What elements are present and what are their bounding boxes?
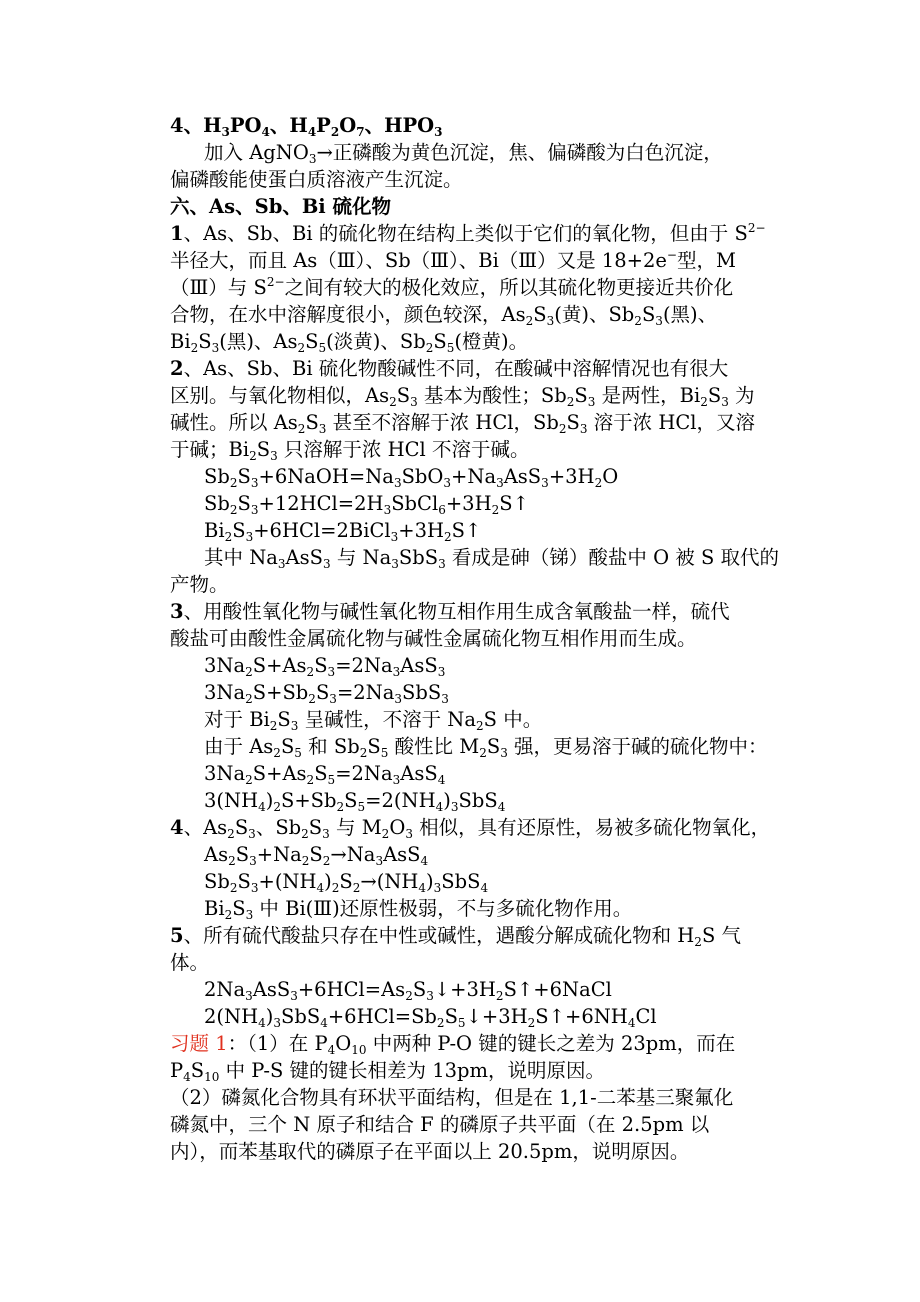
text-line: $Bi_2S_3$ 中 Bi(Ⅲ)还原性极弱，不与多硫化物作用。 bbox=[204, 897, 633, 922]
text-line: 区别。与氧化物相似，$As_2S_3$ 基本为酸性；$Sb_2S_3$ 是两性，$Bi_2S_3$ 为 bbox=[170, 384, 755, 409]
text-line: 1、As、Sb、Bi 的硫化物在结构上类似于它们的氧化物，但由于 $S^{2-}$ bbox=[170, 221, 766, 245]
text-line: $3Na_2S+Sb_2S_3=2Na_3SbS_3$ bbox=[204, 681, 449, 706]
text-line: 对于 $Bi_2S_3$ 呈碱性，不溶于 $Na_2S$ 中。 bbox=[204, 708, 543, 733]
text-line: $P_4S_{10}$ 中 P-S 键的键长相差为 13pm，说明原因。 bbox=[170, 1059, 605, 1084]
text-line: 其中 $Na_3AsS_3$ 与 $Na_3SbS_3$ 看成是砷（锑）酸盐中 O 被 S 取代的 bbox=[204, 546, 780, 571]
text-line: $Sb_2S_3+6NaOH=Na_3SbO_3+Na_3AsS_3+3H_2O$ bbox=[204, 465, 619, 490]
text-line: 4、$H_3PO_4$、$H_4P_2O_7$、$HPO_3$ bbox=[170, 114, 443, 139]
text-line: $Bi_2S_3+6HCl=2BiCl_3+3H_2S↑$ bbox=[204, 519, 482, 544]
text-line: $2(NH_4)_3SbS_4+6HCl=Sb_2S_5↓+3H_2S↑+6NH_4Cl$ bbox=[204, 1005, 657, 1030]
text-line: $3(NH_4)_2S+Sb_2S_5=2(NH_4)_3SbS_4$ bbox=[204, 789, 506, 814]
text-line: 偏磷酸能使蛋白质溶液产生沉淀。 bbox=[170, 168, 463, 191]
text-line: 合物，在水中溶解度很小，颜色较深，$As_2S_3$(黄)、$Sb_2S_3$(黑)、 bbox=[170, 303, 718, 328]
text-line: 于碱；$Bi_2S_3$ 只溶解于浓 HCl 不溶于碱。 bbox=[170, 438, 530, 463]
text-line: 4、$As_2S_3$、$Sb_2S_3$ 与 $M_2O_3$ 相似，具有还原性，易被多硫化物氧化， bbox=[170, 816, 771, 841]
text-line: 产物。 bbox=[170, 573, 229, 596]
text-line: 磷氮中，三个 N 原子和结合 F 的磷原子共平面（在 2.5pm 以 bbox=[170, 1113, 710, 1136]
document-page bbox=[170, 112, 790, 1165]
text-line: $Sb_2S_3+12HCl=2H_3SbCl_6+3H_2S↑$ bbox=[204, 492, 529, 517]
text-line: 半径大，而且 As（Ⅲ）、Sb（Ⅲ）、Bi（Ⅲ）又是 18+2e−型，M bbox=[170, 248, 736, 272]
text-line: （Ⅲ）与 $S^{2-}$之间有较大的极化效应，所以其硫化物更接近共价化 bbox=[170, 275, 734, 299]
text-line: 体。 bbox=[170, 951, 210, 974]
text-line: 习题 1：（1）在 $P_4O_{10}$ 中两种 P-O 键的键长之差为 23pm，而在 bbox=[170, 1032, 736, 1057]
text-line: $As_2S_3+Na_2S_2\to Na_3AsS_4$ bbox=[204, 843, 429, 868]
text-line: 由于 $As_2S_5$ 和 $Sb_2S_5$ 酸性比 $M_2S_3$ 强，更易溶于碱的硫化物中： bbox=[204, 735, 768, 760]
text-line: 加入 AgNO$_3$→正磷酸为黄色沉淀，焦、偏磷酸为白色沉淀， bbox=[204, 141, 723, 166]
text-line: $2Na_3AsS_3+6HCl=As_2S_3↓+3H_2S↑+6NaCl$ bbox=[204, 978, 612, 1003]
text-line: 2、As、Sb、Bi 硫化物酸碱性不同，在酸碱中溶解情况也有很大 bbox=[170, 357, 729, 380]
text-line: 六、As、Sb、Bi 硫化物 bbox=[170, 195, 392, 218]
text-line: 内），而苯基取代的磷原子在平面以上 20.5pm，说明原因。 bbox=[170, 1140, 690, 1163]
text-line: 3、用酸性氧化物与碱性氧化物互相作用生成含氧酸盐一样，硫代 bbox=[170, 600, 730, 623]
text-line: 酸盐可由酸性金属硫化物与碱性金属硫化物互相作用而生成。 bbox=[170, 627, 697, 650]
text-line: $Sb_2S_3+(NH_4)_2S_2\to(NH_4)_3SbS_4$ bbox=[204, 870, 489, 895]
text-line: （2）磷氮化合物具有环状平面结构，但是在 1,1-二苯基三聚氟化 bbox=[170, 1086, 734, 1109]
text-line: $3Na_2S+As_2S_3=2Na_3AsS_3$ bbox=[204, 654, 446, 679]
text-line: 5、所有硫代酸盐只存在中性或碱性，遇酸分解成硫化物和 $H_2S$ 气 bbox=[170, 924, 741, 949]
text-line: 碱性。所以 $As_2S_3$ 甚至不溶解于浓 HCl，$Sb_2S_3$ 溶于浓 HCl，又溶 bbox=[170, 411, 756, 436]
text-line: $Bi_2S_3$(黑)、$As_2S_5$(淡黄)、$Sb_2S_5$(橙黄)。 bbox=[170, 330, 529, 355]
text-line: $3Na_2S+As_2S_5=2Na_3AsS_4$ bbox=[204, 762, 446, 787]
